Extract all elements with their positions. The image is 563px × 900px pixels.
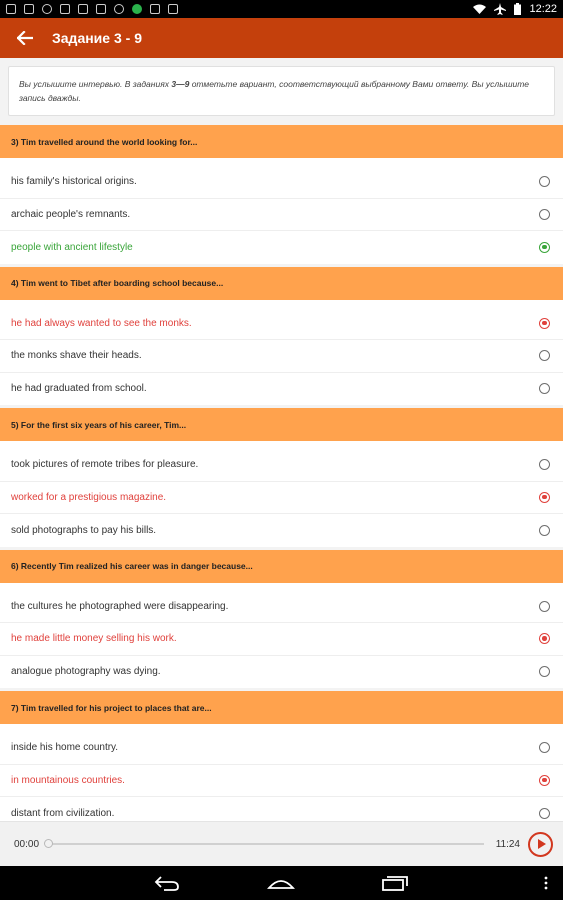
answer-list [0, 300, 563, 406]
chat-icon [150, 4, 160, 14]
play-button[interactable] [528, 832, 553, 857]
answer-text: his family's historical origins. [11, 176, 137, 188]
radio-unchecked-icon[interactable] [539, 383, 550, 394]
radio-checked-icon[interactable] [539, 775, 550, 786]
answer-text: sold photographs to pay his bills. [11, 524, 157, 536]
question-header: 5) For the first six years of his career, Tim... [0, 408, 563, 441]
whatsapp-icon [132, 4, 142, 14]
back-button[interactable] [12, 25, 38, 51]
wifi-icon [473, 4, 486, 15]
bluetooth-icon [114, 4, 124, 14]
question-header: 6) Recently Tim realized his career was in danger because... [0, 550, 563, 583]
answer-option[interactable] [0, 591, 563, 624]
system-nav-bar [0, 866, 563, 900]
notification-icon [6, 4, 16, 14]
radio-checked-icon[interactable] [539, 318, 550, 329]
nav-home-icon[interactable] [266, 874, 296, 892]
answer-text: in mountainous countries. [11, 774, 125, 786]
answer-option[interactable] [0, 514, 563, 547]
page-title: Задание 3 - 9 [52, 30, 142, 46]
upload-icon [78, 4, 88, 14]
answer-option[interactable] [0, 373, 563, 406]
answer-option[interactable] [0, 166, 563, 199]
answer-text: worked for a prestigious magazine. [11, 491, 167, 503]
radio-unchecked-icon[interactable] [539, 459, 550, 470]
answer-list [0, 158, 563, 264]
answer-option[interactable] [0, 199, 563, 232]
task-content[interactable] [0, 58, 563, 821]
image-icon [60, 4, 70, 14]
instructions-container [0, 58, 563, 122]
answer-option[interactable] [0, 231, 563, 264]
radio-unchecked-icon[interactable] [539, 601, 550, 612]
radio-unchecked-icon[interactable] [539, 666, 550, 677]
question-header: 4) Tim went to Tibet after boarding school because... [0, 267, 563, 300]
answer-option[interactable] [0, 340, 563, 373]
player-current-time: 00:00 [14, 838, 40, 850]
app-icon [96, 4, 106, 14]
questions-list [0, 125, 563, 821]
player-seek-thumb[interactable] [44, 839, 53, 848]
answer-text: people with ancient lifestyle [11, 241, 133, 253]
answer-list [0, 724, 563, 821]
answer-text: he had graduated from school. [11, 383, 147, 395]
answer-text: analogue photography was dying. [11, 666, 161, 678]
status-time: 12:22 [529, 3, 557, 15]
battery-icon [514, 3, 521, 15]
player-total-time: 11:24 [495, 838, 520, 850]
arrow-back-icon [17, 31, 33, 45]
answer-option[interactable] [0, 482, 563, 515]
answer-text: the monks shave their heads. [11, 350, 142, 362]
radio-unchecked-icon[interactable] [539, 808, 550, 819]
answer-option[interactable] [0, 797, 563, 821]
answer-option[interactable] [0, 765, 563, 798]
answer-option[interactable] [0, 308, 563, 341]
answer-text: the cultures he photographed were disappearing. [11, 600, 229, 612]
status-icons-right [473, 3, 557, 15]
nav-back-icon[interactable] [152, 874, 182, 892]
airplane-icon [494, 3, 506, 15]
radio-unchecked-icon[interactable] [539, 350, 550, 361]
instructions-text: Вы услышите интервью. В заданиях [19, 79, 172, 89]
radio-checked-icon[interactable] [539, 633, 550, 644]
nav-menu-icon[interactable] [541, 874, 551, 892]
app-bar [0, 18, 563, 58]
radio-unchecked-icon[interactable] [539, 209, 550, 220]
instructions-range: 3—9 [171, 79, 190, 89]
status-icons-left [6, 4, 178, 14]
answer-option[interactable] [0, 656, 563, 689]
play-icon [538, 839, 546, 849]
nav-recent-apps-icon[interactable] [380, 874, 410, 892]
radio-checked-icon[interactable] [539, 492, 550, 503]
radio-checked-icon[interactable] [539, 242, 550, 253]
answer-option[interactable] [0, 449, 563, 482]
answer-text: distant from civilization. [11, 807, 115, 819]
answer-text: he had always wanted to see the monks. [11, 317, 192, 329]
answer-text: archaic people's remnants. [11, 208, 131, 220]
instructions-text-2: отметьте вариант, соответствующий выбранному Вами ответу. Вы услышите запись дважды. [19, 79, 530, 103]
instructions-card [8, 66, 555, 116]
question-header: 3) Tim travelled around the world looking for... [0, 125, 563, 158]
answer-list [0, 441, 563, 547]
answer-option[interactable] [0, 732, 563, 765]
answer-option[interactable] [0, 623, 563, 656]
usb-icon [42, 4, 52, 14]
answer-text: took pictures of remote tribes for pleasure. [11, 459, 199, 471]
radio-unchecked-icon[interactable] [539, 525, 550, 536]
status-bar [0, 0, 563, 18]
radio-unchecked-icon[interactable] [539, 176, 550, 187]
answer-text: he made little money selling his work. [11, 633, 177, 645]
question-header: 7) Tim travelled for his project to places that are... [0, 691, 563, 724]
answer-text: inside his home country. [11, 742, 119, 754]
player-seekbar[interactable] [47, 843, 484, 845]
answer-list [0, 583, 563, 689]
notification-icon [24, 4, 34, 14]
audio-player [0, 821, 563, 866]
download-icon [168, 4, 178, 14]
radio-unchecked-icon[interactable] [539, 742, 550, 753]
